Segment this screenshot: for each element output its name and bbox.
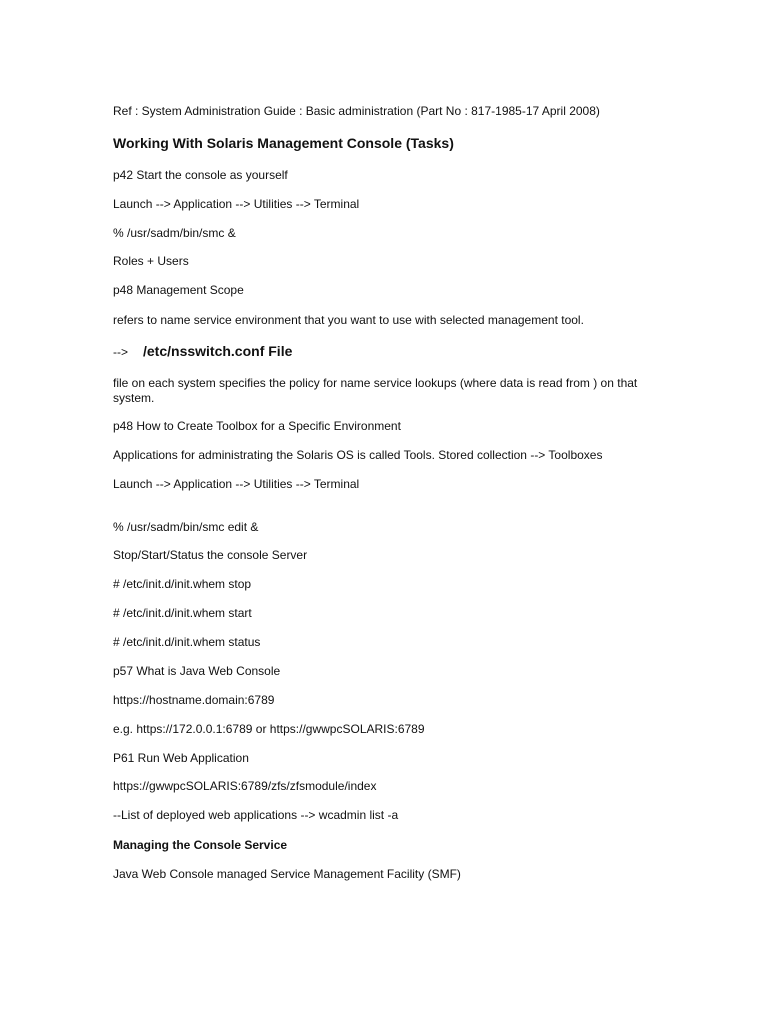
command-line: # /etc/init.d/init.whem status (113, 635, 261, 649)
subsection-heading: Managing the Console Service (113, 838, 288, 852)
nsswitch-heading (113, 342, 292, 361)
command-line: % /usr/sadm/bin/smc & (113, 226, 236, 240)
arrow-prefix: --> (113, 345, 128, 359)
text-line: Stop/Start/Status the console Server (113, 548, 308, 562)
text-line: Launch --> Application --> Utilities --> Terminal (113, 197, 360, 211)
text-line: refers to name service environment that you want to use with selected management tool. (113, 313, 584, 327)
text-line: --List of deployed web applications --> wcadmin list -a (113, 808, 399, 822)
text-line: p48 Management Scope (113, 283, 244, 297)
text-line: Applications for administrating the Solaris OS is called Tools. Stored collection --> Toolboxes (113, 448, 603, 462)
command-line: % /usr/sadm/bin/smc edit & (113, 520, 259, 534)
command-line: # /etc/init.d/init.whem start (113, 606, 252, 620)
url-line: https://hostname.domain:6789 (113, 693, 275, 707)
text-line: p42 Start the console as yourself (113, 168, 288, 182)
command-line: # /etc/init.d/init.whem stop (113, 577, 252, 591)
nsswitch-heading-text: /etc/nsswitch.conf File (143, 343, 293, 359)
url-line: https://gwwpcSOLARIS:6789/zfs/zfsmodule/index (113, 779, 377, 793)
text-paragraph: file on each system specifies the policy for name service lookups (where data is read from ) on that system. (113, 376, 638, 405)
text-line: P61 Run Web Application (113, 751, 249, 765)
reference-line: Ref : System Administration Guide : Basic administration (Part No : 817-1985-17 April 2008) (113, 104, 600, 118)
text-line: Launch --> Application --> Utilities --> Terminal (113, 477, 360, 491)
url-line: e.g. https://172.0.0.1:6789 or https://gwwpcSOLARIS:6789 (113, 722, 425, 736)
section-heading: Working With Solaris Management Console (Tasks) (113, 135, 454, 151)
text-line: Java Web Console managed Service Management Facility (SMF) (113, 867, 461, 881)
text-line: p48 How to Create Toolbox for a Specific Environment (113, 419, 401, 433)
text-line: p57 What is Java Web Console (113, 664, 281, 678)
text-line: Roles + Users (113, 254, 189, 268)
